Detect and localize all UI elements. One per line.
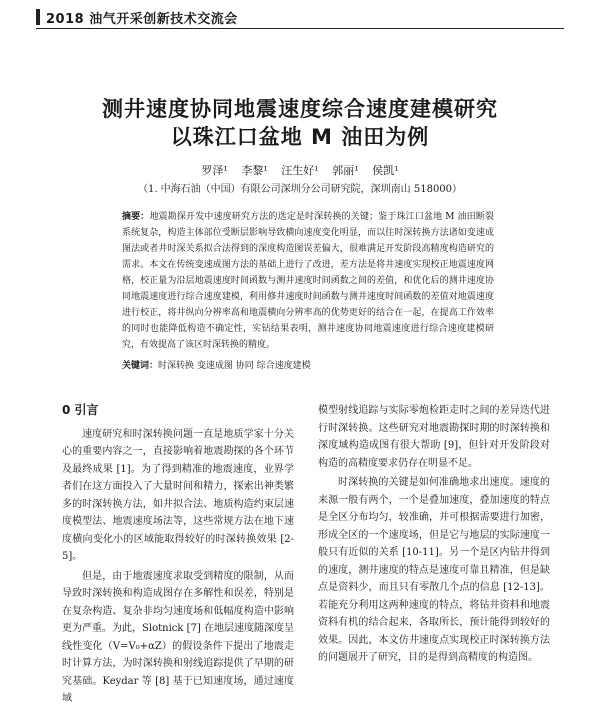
- header-marker: [36, 9, 40, 25]
- author-list: [0, 162, 600, 178]
- author: 汪生好¹: [281, 164, 319, 177]
- right-column: [318, 402, 550, 669]
- author: 侯凯¹: [372, 164, 399, 177]
- author: 郭丽¹: [332, 164, 359, 177]
- abstract: [122, 209, 494, 353]
- body-paragraph: 时深转换的关键是如何准确地求出速度。速度的来源一般有两个，一个是叠加速度，叠加速度的特点是全区分布均匀，较准确，并可根据需要进行加密，形成全区的一个速度场，但是它与地层的实际速度一般只有近似的关系 [10-11]。另一个是区内钻井得到的速度，测井速度的特点是速度可靠且精准，但是缺点是资料少，而且只有零散几个点的信息 [12-13]。若能充分利用这两种速度的特点，将钻井资料和地震资料有机的结合起来，各取所长，预计能得到较好的效果。因此，本文仿井速度点实现校正时深转换方法的问题展开了研究，目的是得到高精度的构造图。: [318, 477, 550, 663]
- header-rule: [36, 28, 564, 29]
- body-paragraph: 速度研究和时深转换问题一直是地质学家十分关心的重要内容之一，直接影响着地震勘探的各个环节及最终成果 [1]。为了得到精准的地震速度，业界学者们在这方面投入了大量时间和精力，探索出神类繁多的时深转换方法，如井拟合法、地质构造约束层速度模型法、地震速度场法等，这些常规方法在地下速度横向变化小的区域能取得较好的时深转换效果 [2-5]。: [62, 428, 294, 562]
- author: 李黎¹: [241, 164, 268, 177]
- body-paragraph: 但是，由于地震速度求取受到精度的限制，从而导致时深转换和构造成图存在多解性和误差，特别是在复杂构造、复杂非均匀速度场和低幅度构造中影响更为严重。为此，Slotnick [7] 在地层速度随深度呈线性变化（V=V₀+αZ）的假设条件下提出了地震走时计算方法，为时深转换和射线追踪提供了早期的研究基础。Keydar 等 [8] 基于已知速度场，通过速度域: [62, 570, 294, 704]
- paper-title-line2: 以珠江口盆地 M 油田为例: [170, 125, 430, 149]
- affiliation: （1. 中海石油（中国）有限公司深圳分公司研究院，深圳南山 518000）: [137, 184, 463, 195]
- header-text: 2018 油气开采创新技术交流会: [46, 12, 238, 27]
- keywords: [122, 358, 494, 371]
- body-paragraph: 模型射线追踪与实际零炮检距走时之间的差异迭代进行时深转换。这些研究对地震勘探时期的时深转换和深度域构造成图有很大帮助 [9]，但针对开发阶段对构造的高精度要求仍存在明显不足。: [318, 405, 550, 469]
- left-column: [62, 402, 294, 710]
- section-heading: 0 引言: [62, 403, 99, 417]
- abstract-text: 地震勘探开发中速度研究方法的选定是时深转换的关键；鉴于珠江口盆地 M 油田断裂系统复杂，构造主体部位受断层影响导致横向速度变化明显，而以往时深转换方法诸如变速成图法或者井时深关系拟合法得到的深度构造图误差偏大，很难满足开发阶段高精度构造研究的需求。本文在传统变速成图方法的基础上进行了改进，差方法是将井速度实现校正地震速度网格，校正量为沿层地震速度时间函数与测井速度时间函数之间的差值，和优化后的测井速度协同地震速度进行综合速度建模，利用修井速度时间函数与测井速度时间函数的差值对地震速度进行校正，将井纵向分辨率高和地震横向分辨率高的优势更好的结合在一起，在提高工作效率的同时也能降低构造不确定性，实钻结果表明，测井速度协同地震速度进行综合速度建模研究，有效提高了该区时深转换的精度。: [122, 212, 494, 350]
- author: 罗泽¹: [201, 164, 228, 177]
- keywords-text: 时深转换 变速成图 协同 综合速度建模: [158, 361, 311, 371]
- keywords-label: 关键词：: [122, 361, 159, 371]
- abstract-label: 摘要：: [122, 212, 150, 222]
- paper-title-line1: 测井速度协同地震速度综合速度建模研究: [102, 97, 498, 121]
- running-header: [36, 6, 564, 28]
